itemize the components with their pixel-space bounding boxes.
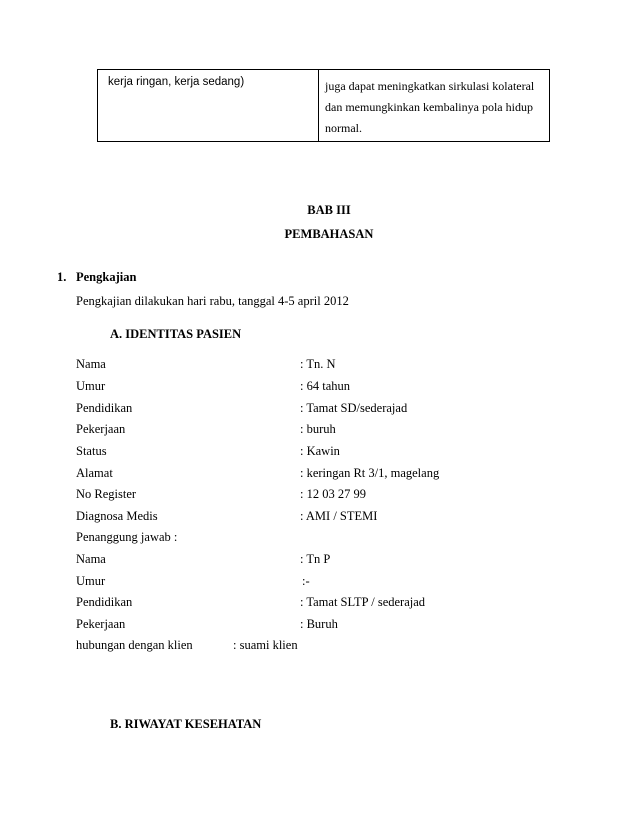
row-label: Penanggung jawab : xyxy=(76,530,178,544)
identity-row xyxy=(76,401,596,419)
identity-row xyxy=(76,466,596,484)
identity-row xyxy=(76,574,596,592)
row-label: Pekerjaan xyxy=(76,617,126,631)
identity-row xyxy=(76,487,596,505)
row-value: : buruh xyxy=(300,422,336,436)
identity-row xyxy=(76,509,596,527)
row-value: : Tn. N xyxy=(300,357,336,371)
riwayat-heading: B. RIWAYAT KESEHATAN xyxy=(110,717,262,731)
chapter-title: PEMBAHASAN xyxy=(284,227,374,241)
row-label: Pendidikan xyxy=(76,401,133,415)
table-right-line-2: dan memungkinkan kembalinya pola hidup xyxy=(325,100,533,114)
row-label: Diagnosa Medis xyxy=(76,509,158,523)
row-value: : AMI / STEMI xyxy=(300,509,378,523)
identity-row xyxy=(76,552,596,570)
row-value: : 64 tahun xyxy=(300,379,350,393)
relation-row xyxy=(76,638,596,656)
continued-table xyxy=(97,69,550,142)
row-value: : Tn P xyxy=(300,552,331,566)
row-label: Nama xyxy=(76,552,106,566)
table-right-line-1: juga dapat meningkatkan sirkulasi kolateral xyxy=(325,79,535,93)
row-value: : suami klien xyxy=(233,638,298,652)
section-title: Pengkajian xyxy=(76,270,137,284)
row-label: Pekerjaan xyxy=(76,422,126,436)
row-value: :- xyxy=(302,574,310,588)
row-label: Umur xyxy=(76,574,106,588)
identity-row xyxy=(76,357,596,375)
identitas-heading: A. IDENTITAS PASIEN xyxy=(110,327,242,341)
row-label: Status xyxy=(76,444,107,458)
table-right-line-3: normal. xyxy=(325,121,362,135)
identity-row xyxy=(76,444,596,462)
table-left-cell: kerja ringan, kerja sedang) xyxy=(98,70,319,141)
section-intro: Pengkajian dilakukan hari rabu, tanggal 4-5 april 2012 xyxy=(76,294,349,308)
identity-row xyxy=(76,422,596,440)
row-label: Alamat xyxy=(76,466,113,480)
chapter-number: BAB III xyxy=(307,203,351,217)
row-value: : Buruh xyxy=(300,617,338,631)
section-number: 1. xyxy=(57,270,67,284)
table-right-cell xyxy=(319,70,549,141)
identity-row xyxy=(76,595,596,613)
row-label: Pendidikan xyxy=(76,595,133,609)
row-label: No Register xyxy=(76,487,137,501)
row-value: : keringan Rt 3/1, magelang xyxy=(300,466,440,480)
row-value: : Tamat SD/sederajad xyxy=(300,401,408,415)
identity-row xyxy=(76,617,596,635)
row-value: : 12 03 27 99 xyxy=(300,487,366,501)
row-label: Umur xyxy=(76,379,106,393)
row-value: : Kawin xyxy=(300,444,340,458)
row-label: Nama xyxy=(76,357,106,371)
row-value: : Tamat SLTP / sederajad xyxy=(300,595,426,609)
row-label: hubungan dengan klien xyxy=(76,638,193,652)
identity-row xyxy=(76,530,596,548)
identity-row xyxy=(76,379,596,397)
